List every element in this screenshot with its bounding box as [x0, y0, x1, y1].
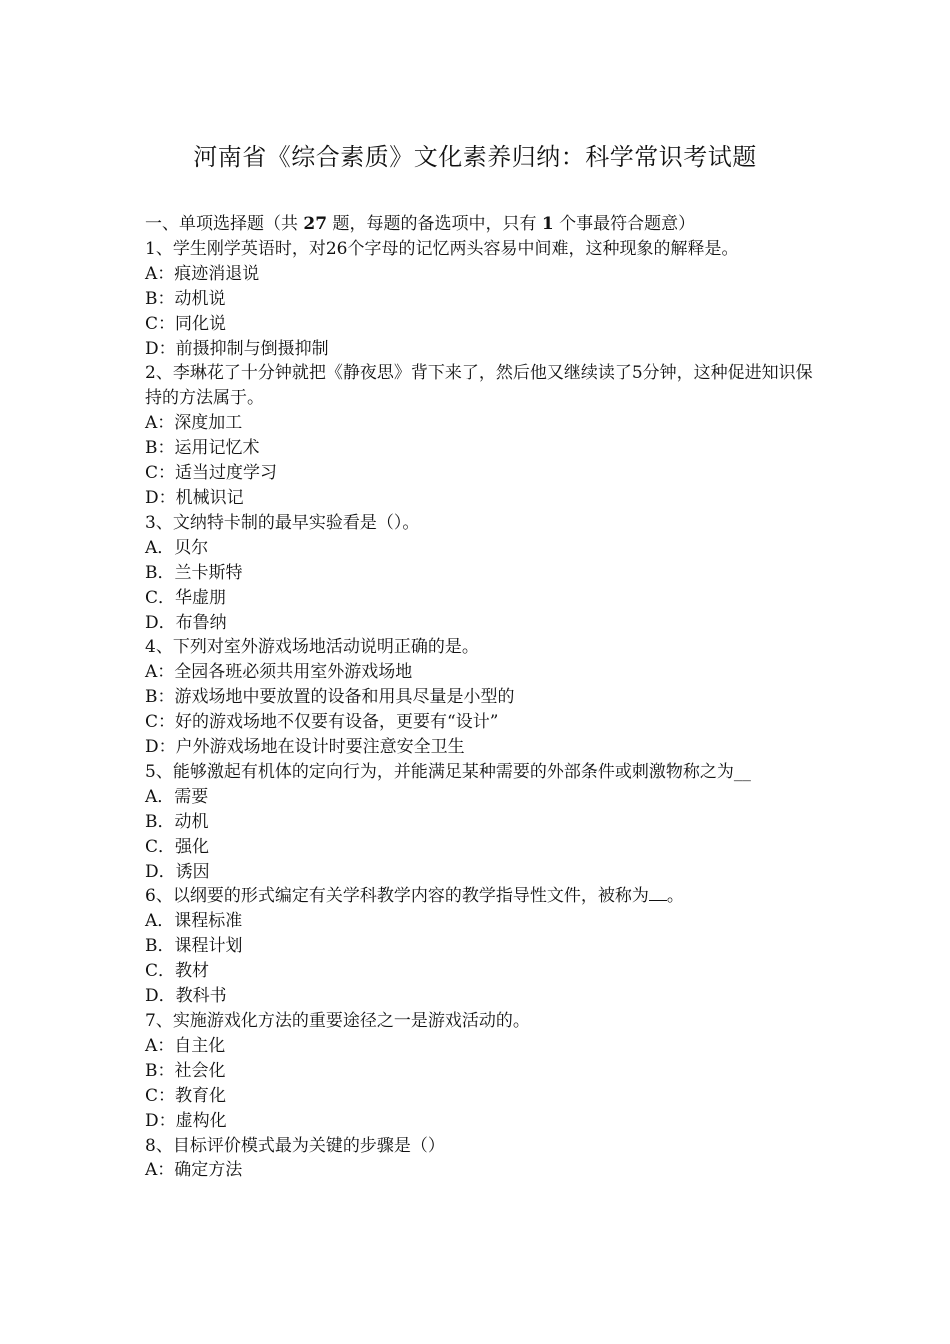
answer-option: A：全园各班必须共用室外游戏场地 — [145, 662, 413, 683]
question-stem: 8、目标评价模式最为关键的步骤是（） — [145, 1135, 445, 1156]
answer-option: C．教材 — [145, 961, 210, 982]
answer-option: D：户外游戏场地在设计时要注意安全卫生 — [145, 737, 465, 758]
answer-option: D：虚构化 — [145, 1110, 227, 1131]
answer-option: A：痕迹消退说 — [145, 263, 260, 284]
question-stem: 3、文纳特卡制的最早实验看是（）。 — [145, 512, 420, 533]
section-heading: 一、单项选择题（共 27 题，每题的备选项中，只有 1 个事最符合题意） — [145, 214, 696, 234]
answer-option: C：教育化 — [145, 1085, 227, 1106]
answer-option: C：同化说 — [145, 313, 227, 334]
question-stem: 4、下列对室外游戏场地活动说明正确的是。 — [145, 637, 479, 658]
answer-option: A．需要 — [145, 786, 209, 807]
answer-option: D．诱因 — [145, 861, 210, 882]
answer-option: A．课程标准 — [145, 911, 243, 932]
answer-option: B．兰卡斯特 — [145, 562, 243, 583]
answer-option: B：动机说 — [145, 288, 226, 309]
answer-option: D：机械识记 — [145, 487, 244, 508]
answer-option: B．动机 — [145, 811, 209, 832]
question-stem: 7、实施游戏化方法的重要途径之一是游戏活动的。 — [145, 1011, 530, 1031]
answer-option: B．课程计划 — [145, 936, 243, 957]
answer-option: B：运用记忆术 — [145, 438, 260, 459]
answer-option: C：适当过度学习 — [145, 463, 278, 484]
answer-option: A：确定方法 — [145, 1160, 243, 1181]
document-body — [145, 212, 825, 1183]
answer-option: C．强化 — [145, 836, 210, 857]
answer-option: D：前摄抑制与倒摄抑制 — [145, 338, 329, 359]
answer-option: A：深度加工 — [145, 413, 243, 434]
question-stem: 1、学生刚学英语时，对26个字母的记忆两头容易中间难，这种现象的解释是。 — [145, 238, 739, 259]
answer-option: D．教科书 — [145, 986, 227, 1007]
question-stem: 2、李琳花了十分钟就把《静夜思》背下来了，然后他又继续读了5分钟，这种促进知识保持的方法属于。 — [145, 363, 813, 409]
answer-option: B：社会化 — [145, 1060, 226, 1081]
answer-option: A：自主化 — [145, 1035, 226, 1056]
question-stem: 6、以纲要的形式编定有关学科教学内容的教学指导性文件，被称为 。 — [145, 886, 684, 907]
answer-option: C：好的游戏场地不仅要有设备，更要有“设计” — [145, 712, 499, 733]
answer-option: C．华虚朋 — [145, 587, 227, 608]
answer-option: A．贝尔 — [145, 537, 209, 558]
answer-blank — [649, 886, 667, 901]
answer-option: D．布鲁纳 — [145, 612, 227, 633]
question-stem: 5、能够激起有机体的定向行为，并能满足某种需要的外部条件或刺激物称之为__ — [145, 761, 751, 782]
document-title: 河南省《综合素质》文化素养归纳：科学常识考试题 — [193, 143, 757, 171]
answer-option: B：游戏场地中要放置的设备和用具尽量是小型的 — [145, 687, 515, 708]
